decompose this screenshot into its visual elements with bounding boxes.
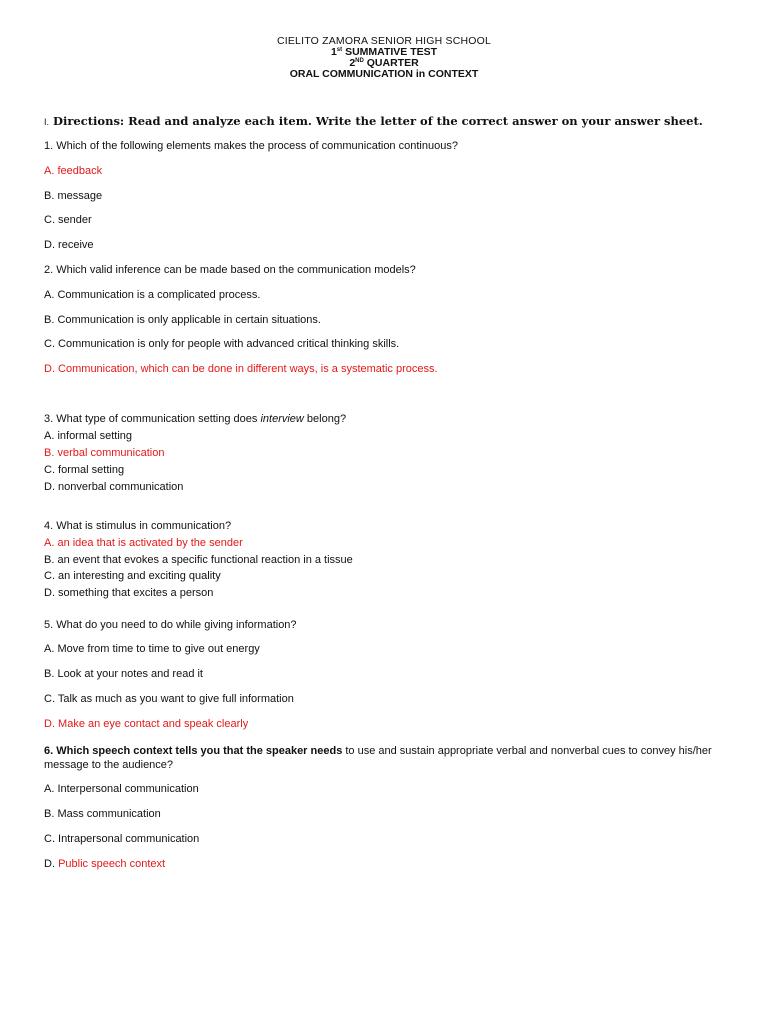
q1-option-c: C. sender — [44, 214, 92, 226]
q3-option-c: C. formal setting — [44, 464, 125, 476]
q3-option-a: A. informal setting — [44, 430, 133, 442]
q3-option-d: D. nonverbal communication — [44, 481, 184, 493]
q4-option-a: A. an idea that is activated by the sender — [44, 537, 243, 549]
quarter-title: 2ND QUARTER — [349, 57, 419, 69]
q1-option-b: B. message — [44, 190, 103, 202]
directions-text: Directions: Read and analyze each item. Write the letter of the correct answer on your answer sheet. — [53, 114, 703, 128]
section-number: I. — [44, 117, 50, 127]
subject-title: ORAL COMMUNICATION in CONTEXT — [289, 68, 479, 80]
school-name: CIELITO ZAMORA SENIOR HIGH SCHOOL — [276, 35, 492, 47]
question-6: 6. Which speech context tells you that the speaker needs to use and sustain appropriate verbal and nonverbal cues to convey his/her message to the audience? — [44, 745, 712, 771]
q2-option-d: D. Communication, which can be done in different ways, is a systematic process. — [44, 363, 438, 375]
document-header — [0, 36, 768, 80]
q2-option-a: A. Communication is a complicated process. — [44, 289, 261, 301]
q1-option-d: D. receive — [44, 239, 94, 251]
q6-option-c: C. Intrapersonal communication — [44, 833, 200, 845]
q6-option-b: B. Mass communication — [44, 808, 161, 820]
q4-option-c: C. an interesting and exciting quality — [44, 570, 221, 582]
q1-option-a: A. feedback — [44, 165, 103, 177]
q5-option-c: C. Talk as much as you want to give full information — [44, 693, 294, 705]
question-2: 2. Which valid inference can be made based on the communication models? — [44, 264, 416, 276]
q5-option-d: D. Make an eye contact and speak clearly — [44, 718, 249, 730]
q5-option-a: A. Move from time to time to give out energy — [44, 643, 260, 655]
q2-option-c: C. Communication is only for people with advanced critical thinking skills. — [44, 338, 400, 350]
q6-option-a: A. Interpersonal communication — [44, 783, 199, 795]
directions — [44, 114, 744, 128]
test-title: 1st SUMMATIVE TEST — [330, 46, 438, 58]
q2-option-b: B. Communication is only applicable in certain situations. — [44, 314, 321, 326]
question-5: 5. What do you need to do while giving information? — [44, 619, 297, 631]
q3-option-b: B. verbal communication — [44, 447, 165, 459]
q4-option-d: D. something that excites a person — [44, 587, 214, 599]
question-4: 4. What is stimulus in communication? — [44, 520, 232, 532]
q5-option-b: B. Look at your notes and read it — [44, 668, 203, 680]
q6-option-d: D. Public speech context — [44, 858, 166, 870]
q4-option-b: B. an event that evokes a specific functional reaction in a tissue — [44, 554, 353, 566]
question-3: 3. What type of communication setting does interview belong? — [44, 413, 347, 425]
question-1: 1. Which of the following elements makes the process of communication continuous? — [44, 140, 458, 152]
